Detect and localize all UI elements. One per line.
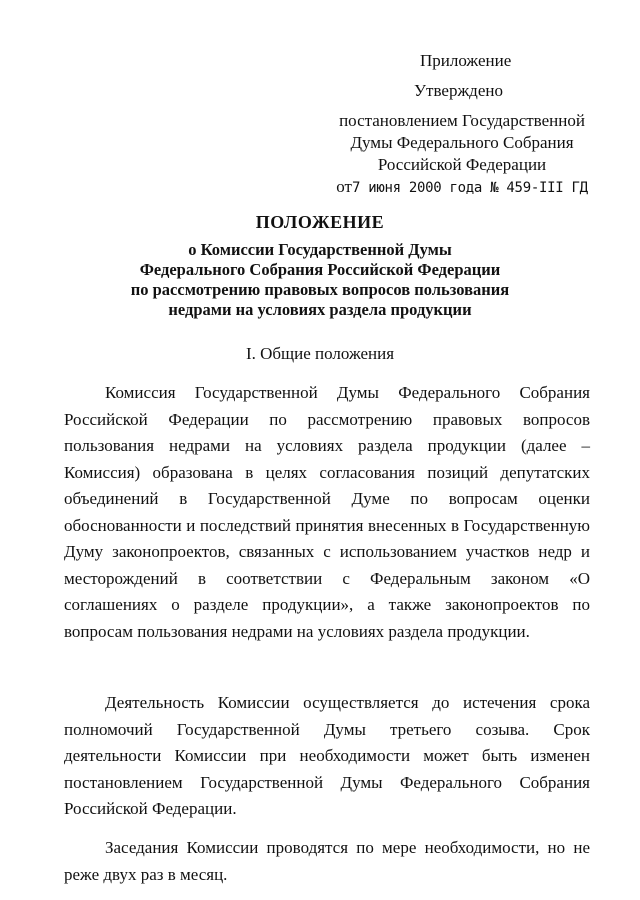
- document-subtitle: [0, 240, 640, 320]
- approval-block: [330, 110, 594, 199]
- paragraph-commission-term: Деятельность Комиссии осуществляется до истечения срока полномочий Государственной Думы третьего созыва. Срок деятельности Комиссии при необходимости может быть изменен постановлением Государственной Думы Федерального Собрания Российской Федерации.: [64, 693, 590, 818]
- subtitle-line: недрами на условиях раздела продукции: [168, 300, 472, 319]
- approval-date-line: [330, 176, 594, 199]
- date-prefix: от: [336, 177, 352, 196]
- approval-line: Думы Федерального Собрания: [350, 133, 574, 152]
- approved-label: Утверждено: [414, 81, 503, 100]
- approval-line: Российской Федерации: [377, 155, 547, 174]
- subtitle-line: по рассмотрению правовых вопросов пользования: [130, 280, 510, 299]
- paragraph-commission-purpose: Комиссия Государственной Думы Федерального Собрания Российской Федерации по рассмотрению правовых вопросов пользования недрами на условиях раздела продукции (далее – Комиссия) образована в целях согласования позиций депутатских объединений в Государственной Думе по вопросам оценки обоснованности и последствий принятия внесенных в Государственную Думу законопроектов, связанных с использованием участков недр и месторождений в соответствии с Федеральным законом «О соглашениях о разделе продукции», а также законопроектов по вопросам пользования недрами на условиях раздела продукции.: [64, 383, 590, 641]
- paragraph-meetings: Заседания Комиссии проводятся по мере необходимости, но не реже двух раз в месяц.: [64, 838, 590, 884]
- approval-date-number: 7 июня 2000 года № 459-III ГД: [351, 180, 588, 196]
- subtitle-line: Федерального Собрания Российской Федерации: [139, 260, 501, 279]
- appendix-label: Приложение: [420, 51, 512, 70]
- subtitle-line: о Комиссии Государственной Думы: [188, 240, 452, 259]
- approval-line: постановлением Государственной: [339, 111, 585, 130]
- document-title: ПОЛОЖЕНИЕ: [255, 212, 385, 232]
- section-heading: I. Общие положения: [245, 344, 395, 363]
